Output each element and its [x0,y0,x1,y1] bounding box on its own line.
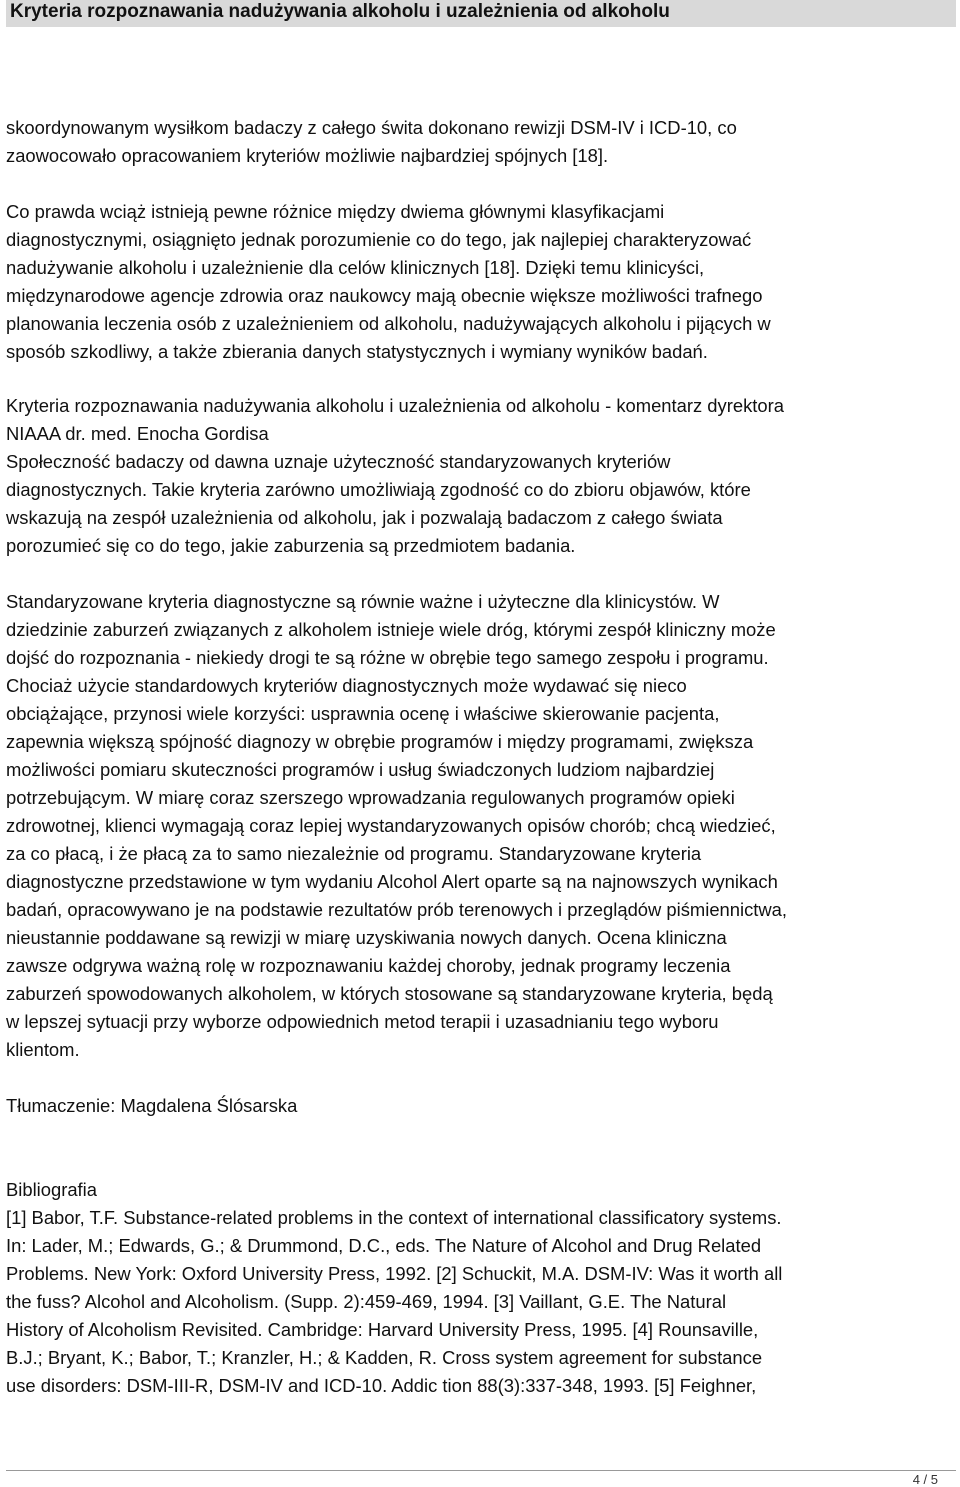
document-body [6,114,960,1400]
translator-credit: Tłumaczenie: Magdalena Ślósarska [6,1095,298,1116]
footer-divider [6,1470,956,1471]
paragraph-classifications: Co prawda wciąż istnieją pewne różnice między dwiema głównymi klasyfikacjami diagnostycznymi, osiągnięto jednak porozumienie co do tego, jak najlepiej charakteryzować nadużywanie alkoholu i uzależnienie dla celów klinicznych [18]. Dzięki temu klinicyści, międzynarodowe agencje zdrowia oraz naukowcy mają obecnie większe możliwości trafnego planowania leczenia osób z uzależnieniem od alkoholu, nadużywających alkoholu i pijących w sposób szkodliwy, a także zbierania danych statystycznych i wymiany wyników badań. [6,201,771,362]
page-header-bar [6,0,956,27]
paragraph-standardized-criteria: Standaryzowane kryteria diagnostyczne są równie ważne i użyteczne dla klinicystów. W dziedzinie zaburzeń związanych z alkoholem istnieje wiele dróg, którymi zespół kliniczny może dojść do rozpoznania - niekiedy drogi te są różne w obrębie tego samego zespołu i programu. Chociaż użycie standardowych kryteriów diagnostycznych może wydawać się nieco obciążające, przynosi wiele korzyści: usprawnia ocenę i właściwe skierowanie pacjenta, zapewnia większą spójność diagnozy w obrębie programów i między programami, zwiększa możliwości pomiaru skuteczności programów i usług świadczonych ludziom najbardziej potrzebującym. W miarę coraz szerszego wprowadzania regulowanych programów opieki zdrowotnej, klienci wymagają coraz lepiej wystandaryzowanych opisów chorób; chcą wiedzieć, za co płacą, i że płacą za to samo niezależnie od programu. Standaryzowane kryteria diagnostyczne przedstawione w tym wydaniu Alcohol Alert oparte są na najnowszych wynikach badań, opracowywano je na podstawie rezultatów prób terenowych i przeglądów piśmiennictwa, nieustannie poddawane są rewizji w miarę uzyskiwania nowych danych. Ocena kliniczna zawsze odgrywa ważną rolę w rozpoznawaniu każdej choroby, jednak programy leczenia zaburzeń spowodowanych alkoholem, w których stosowane są standaryzowane kryteria, będą w lepszej sytuacji przy wyborze odpowiednich metod terapii i uzasadnianiu tego wyboru klientom. [6,591,788,1060]
page-number: 4 / 5 [912,1472,938,1487]
paragraph-intro-continuation: skoordynowanym wysiłkom badaczy z całego świta dokonano rewizji DSM-IV i ICD-10, co zaowocowało opracowaniem kryteriów możliwie najbardziej spójnych [18]. [6,117,737,166]
paragraph-director-comment: Kryteria rozpoznawania nadużywania alkoholu i uzależnienia od alkoholu - komentarz dyrektora NIAAA dr. med. Enocha Gordisa Społeczność badaczy od dawna uznaje użyteczność standaryzowanych kryteriów diagnostycznych. Takie kryteria zarówno umożliwiają zgodność co do zbioru objawów, które wskazują na zespół uzależnienia od alkoholu, jak i pozwalają badaczom z całego świata porozumieć się co do tego, jakie zaburzenia są przedmiotem badania. [6,395,784,556]
bibliography: Bibliografia [1] Babor, T.F. Substance-related problems in the context of international classificatory systems. In: Lader, M.; Edwards, G.; & Drummond, D.C., eds. The Nature of Alcohol and Drug Related Problems. New York: Oxford University Press, 1992. [2] Schuckit, M.A. DSM-IV: Was it worth all the fuss? Alcohol and Alcoholism. (Supp. 2):459-469, 1994. [3] Vaillant, G.E. The Natural History of Alcoholism Revisited. Cambridge: Harvard University Press, 1995. [4] Rounsaville, B.J.; Bryant, K.; Babor, T.; Kranzler, H.; & Kadden, R. Cross system agreement for substance use disorders: DSM-III-R, DSM-IV and ICD-10. Addic tion 88(3):337-348, 1993. [5] Feighner, [6,1179,783,1396]
document-title: Kryteria rozpoznawania nadużywania alkoholu i uzależnienia od alkoholu [10,1,670,22]
